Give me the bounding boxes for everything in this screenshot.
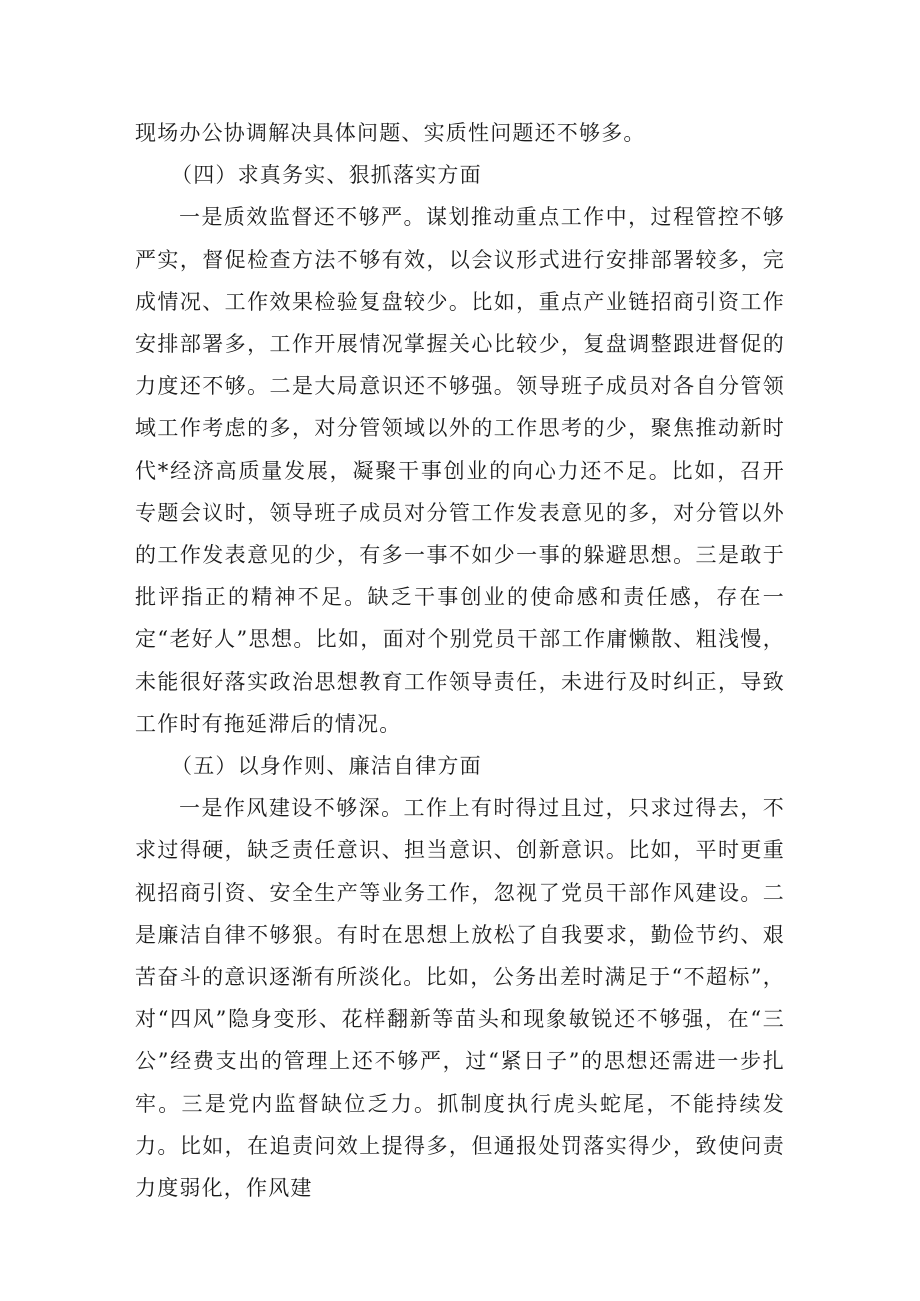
- paragraph-continuation: 现场办公协调解决具体问题、实质性问题还不够多。: [135, 121, 646, 145]
- paragraph-section-four-body: 一是质效监督还不够严。谋划推动重点工作中，过程管控不够严实，督促检查方法不够有效，以会议形式进行安排部署较多，完成情况、工作效果检验复盘较少。比如，重点产业链招商引资工作安排部署多，工作开展情况掌握关心比较少，复盘调整跟进督促的力度还不够。二是大局意识还不够强。领导班子成员对各自分管领域工作考虑的多，对分管领域以外的工作思考的少，聚焦推动新时代*经济高质量发展，凝聚干事创业的向心力还不足。比如，召开专题会议时，领导班子成员对分管工作发表意见的多，对分管以外的工作发表意见的少，有多一事不如少一事的躲避思想。三是敢于批评指正的精神不足。缺乏干事创业的使命感和责任感，存在一定“老好人”思想。比如，面对个别党员干部工作庸懒散、粗浅慢，未能很好落实政治思想教育工作领导责任，未进行及时纠正，导致工作时有拖延滞后的情况。: [135, 205, 785, 736]
- section-heading-five: （五）以身作则、廉洁自律方面: [171, 754, 482, 779]
- paragraph-section-five-body: 一是作风建设不够深。工作上有时得过且过，只求过得去，不求过得硬，缺乏责任意识、担当意识、创新意识。比如，平时更重视招商引资、安全生产等业务工作，忽视了党员干部作风建设。二是廉洁自律不够狠。有时在思想上放松了自我要求，勤俭节约、艰苦奋斗的意识逐渐有所淡化。比如，公务出差时满足于“不超标”，对“四风”隐身变形、花样翻新等苗头和现象敏锐还不够强，在“三公”经费支出的管理上还不够严，过“紧日子”的思想还需进一步扎牢。三是党内监督缺位乏力。抓制度执行虎头蛇尾，不能持续发力。比如，在追责问效上提得多，但通报处罚落实得少，致使问责力度弱化，作风建: [135, 796, 785, 1201]
- document-body: [135, 112, 785, 1209]
- section-heading-four: （四）求真务实、狠抓落实方面: [171, 163, 482, 188]
